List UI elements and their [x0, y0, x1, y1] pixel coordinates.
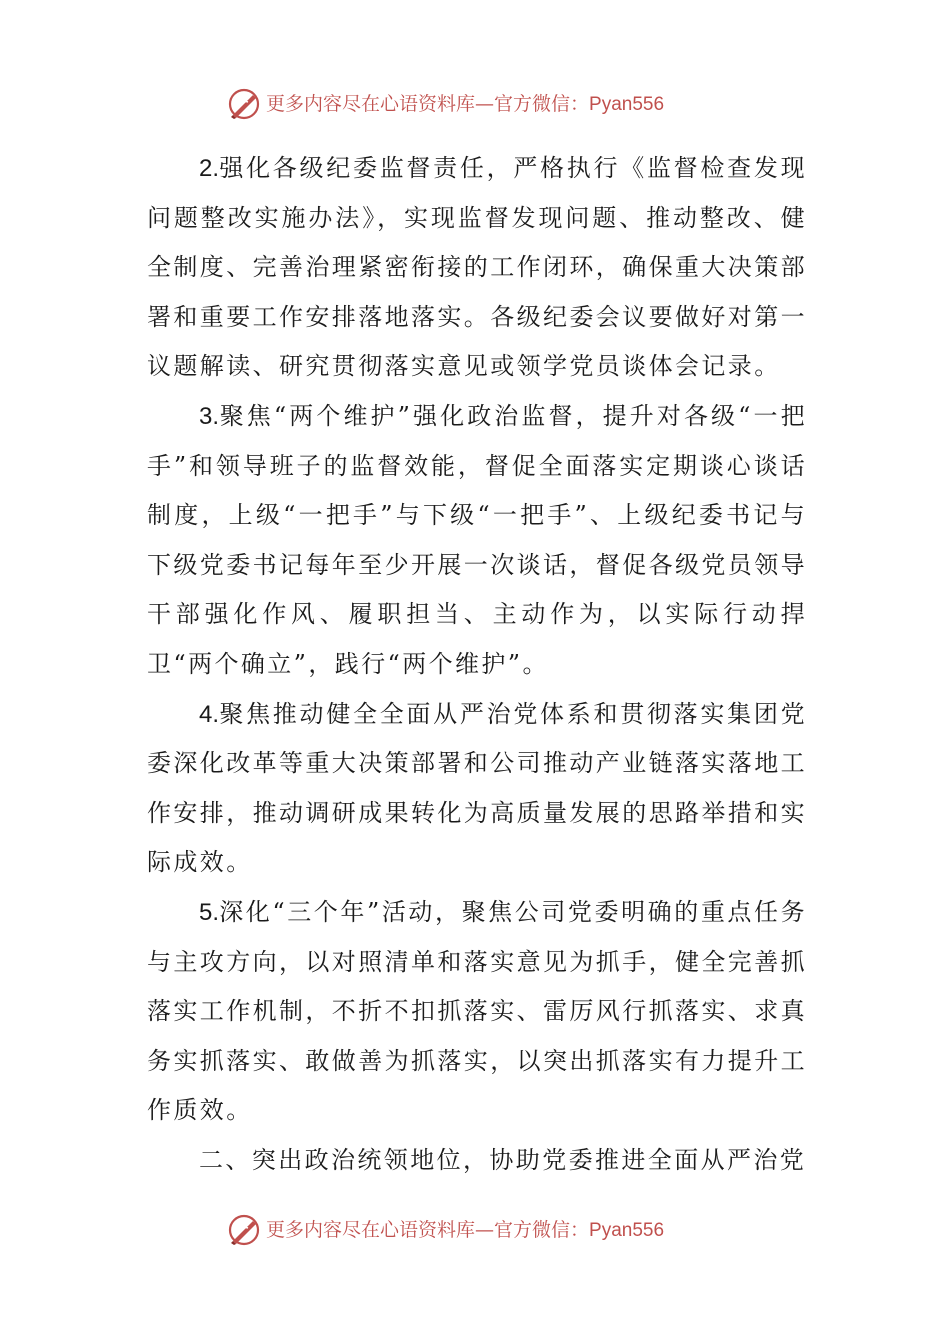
paragraph-number: 4.	[199, 700, 220, 728]
paragraph-5	[147, 888, 807, 1136]
pen-logo-icon	[226, 1212, 262, 1248]
banner-text	[266, 1216, 664, 1245]
paragraph-text: 深化“三个年”活动，聚焦公司党委明确的重点任务与主攻方向，以对照清单和落实意见为抓手，健全完善抓落实工作机制，不折不扣抓落实、雷厉风行抓落实、求真务实抓落实、敢做善为抓落实，以突出抓落实有力提升工作质效。	[147, 897, 807, 1125]
paragraph-2	[147, 144, 807, 392]
banner-label: 更多内容尽在心语资料库—官方微信：	[266, 1219, 590, 1241]
footer-banner	[0, 1210, 950, 1250]
banner-label: 更多内容尽在心语资料库—官方微信：	[266, 93, 590, 115]
header-banner	[0, 84, 950, 124]
paragraph-3	[147, 392, 807, 690]
paragraph-text: 聚焦推动健全全面从严治党体系和贯彻落实集团党委深化改革等重大决策部署和公司推动产业链落实落地工作安排，推动调研成果转化为高质量发展的思路举措和实际成效。	[147, 699, 807, 877]
section-heading-2	[147, 1136, 807, 1186]
banner-text	[266, 90, 664, 119]
paragraph-number: 2.	[199, 155, 220, 182]
document-body	[147, 144, 807, 1185]
section-heading-text: 二、突出政治统领地位，协助党委推进全面从严治党	[199, 1145, 807, 1174]
pen-logo-icon	[226, 86, 262, 122]
banner-wechat-id: Pyan556	[589, 94, 665, 115]
paragraph-4	[147, 690, 807, 888]
paragraph-text: 聚焦“两个维护”强化政治监督，提升对各级“一把手”和领导班子的监督效能，督促全面落实定期谈心谈话制度，上级“一把手”与下级“一把手”、上级纪委书记与下级党委书记每年至少开展一次谈话，督促各级党员领导干部强化作风、履职担当、主动作为，以实际行动捍卫“两个确立”，践行“两个维护”。	[147, 401, 807, 678]
paragraph-text: 强化各级纪委监督责任，严格执行《监督检查发现问题整改实施办法》，实现监督发现问题、推动整改、健全制度、完善治理紧密衔接的工作闭环，确保重大决策部署和重要工作安排落地落实。各级纪委会议要做好对第一议题解读、研究贯彻落实意见或领学党员谈体会记录。	[147, 154, 807, 381]
banner-wechat-id: Pyan556	[589, 1220, 665, 1241]
paragraph-number: 3.	[199, 402, 220, 430]
paragraph-number: 5.	[199, 898, 220, 926]
